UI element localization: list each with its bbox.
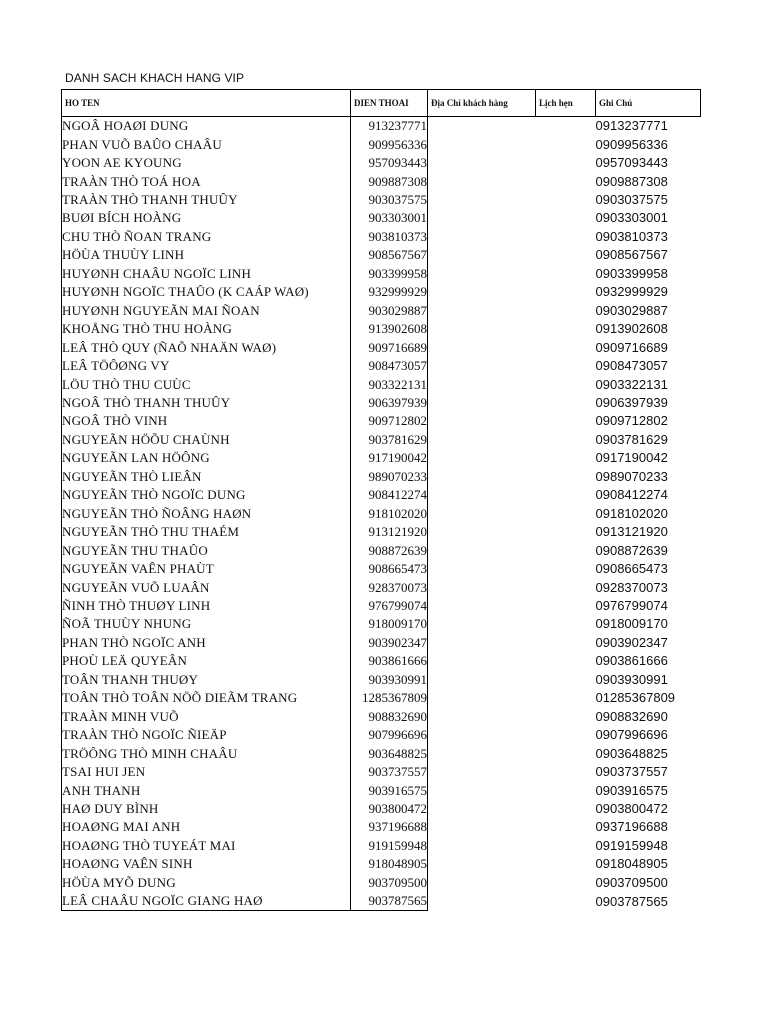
phone-cell[interactable]: 909712802 xyxy=(351,412,428,430)
address-cell[interactable] xyxy=(428,117,536,136)
table-row xyxy=(62,117,701,136)
table-row xyxy=(62,431,701,449)
address-cell[interactable] xyxy=(428,855,536,873)
address-cell[interactable] xyxy=(428,837,536,855)
table-row xyxy=(62,892,701,911)
schedule-cell[interactable] xyxy=(536,578,596,596)
note-cell[interactable]: 0903800472 xyxy=(595,800,668,816)
table-row xyxy=(62,320,701,338)
address-cell[interactable] xyxy=(428,689,536,707)
phone-cell[interactable]: 917190042 xyxy=(351,449,428,467)
table-header-row xyxy=(62,90,701,117)
note-cell[interactable]: 0976799074 xyxy=(595,598,668,613)
phone-cell[interactable]: 908832690 xyxy=(351,708,428,726)
address-cell[interactable] xyxy=(428,486,536,504)
address-cell[interactable] xyxy=(428,560,536,578)
address-cell[interactable] xyxy=(428,449,536,467)
note-cell[interactable]: 0908412274 xyxy=(595,487,668,503)
phone-cell[interactable]: 908665473 xyxy=(351,560,428,578)
phone-cell[interactable]: 903648825 xyxy=(351,744,428,762)
table-row xyxy=(62,283,701,301)
name-cell[interactable]: HUYØNH NGOÏC THAÛO (K CAÁP WAØ) xyxy=(62,283,351,301)
address-cell[interactable] xyxy=(428,578,536,596)
table-row xyxy=(62,449,701,467)
note-cell[interactable]: 0908872639 xyxy=(595,542,668,558)
table-row xyxy=(62,265,701,283)
phone-cell[interactable]: 903737557 xyxy=(351,763,428,781)
table-row xyxy=(62,135,701,153)
address-cell[interactable] xyxy=(428,302,536,320)
note-cell[interactable]: 0903861666 xyxy=(595,653,668,669)
header-note[interactable]: Ghi Chú xyxy=(596,90,701,117)
table-row xyxy=(62,191,701,209)
name-cell[interactable]: PHOÙ LEÄ QUYEÂN xyxy=(62,652,351,670)
note-cell[interactable]: 0917190042 xyxy=(595,450,668,466)
address-cell[interactable] xyxy=(428,154,536,172)
schedule-cell[interactable] xyxy=(536,505,596,523)
address-cell[interactable] xyxy=(428,781,536,799)
schedule-cell[interactable] xyxy=(536,468,596,486)
phone-cell[interactable]: 908473057 xyxy=(351,357,428,375)
note-cell[interactable]: 0903709500 xyxy=(595,874,668,890)
schedule-cell[interactable] xyxy=(536,486,596,504)
schedule-cell[interactable] xyxy=(536,689,596,707)
phone-cell[interactable]: 903930991 xyxy=(351,671,428,689)
schedule-cell[interactable] xyxy=(536,800,596,818)
table-row xyxy=(62,302,701,320)
name-cell[interactable]: HOAØNG VAÊN SINH xyxy=(62,855,351,873)
address-cell[interactable] xyxy=(428,228,536,246)
phone-cell[interactable]: 913902608 xyxy=(351,320,428,338)
note-cell[interactable]: 0903781629 xyxy=(595,431,668,447)
table-row xyxy=(62,486,701,504)
address-cell[interactable] xyxy=(428,431,536,449)
address-cell[interactable] xyxy=(428,597,536,615)
phone-cell[interactable]: 903029887 xyxy=(351,302,428,320)
table-row xyxy=(62,578,701,596)
phone-cell[interactable]: 918048905 xyxy=(351,855,428,873)
name-cell[interactable]: ÑINH THÒ THUØY LINH xyxy=(62,597,351,615)
table-row xyxy=(62,228,701,246)
name-cell[interactable]: NGOÂ THÒ VINH xyxy=(62,412,351,430)
note-cell[interactable]: 0907996696 xyxy=(595,727,668,743)
address-cell[interactable] xyxy=(428,615,536,633)
schedule-cell[interactable] xyxy=(536,357,596,375)
address-cell[interactable] xyxy=(428,357,536,375)
schedule-cell[interactable] xyxy=(536,874,596,892)
address-cell[interactable] xyxy=(428,468,536,486)
name-cell[interactable]: NGUYEÃN THÒ THU THAÉM xyxy=(62,523,351,541)
address-cell[interactable] xyxy=(428,172,536,190)
note-cell[interactable]: 0908567567 xyxy=(595,247,668,263)
phone-cell[interactable]: 908412274 xyxy=(351,486,428,504)
name-cell[interactable]: NGOÂ THÒ THANH THUÛY xyxy=(62,394,351,412)
address-cell[interactable] xyxy=(428,874,536,892)
phone-cell[interactable]: 903787565 xyxy=(351,892,428,911)
header-name[interactable]: HO TEN xyxy=(62,90,351,117)
name-cell[interactable]: BUØI BÍCH HOÀNG xyxy=(62,209,351,227)
table-row xyxy=(62,505,701,523)
schedule-cell[interactable] xyxy=(536,320,596,338)
header-schedule[interactable]: Lịch hẹn xyxy=(536,90,596,117)
phone-cell[interactable]: 903861666 xyxy=(351,652,428,670)
address-cell[interactable] xyxy=(428,505,536,523)
phone-cell[interactable]: 928370073 xyxy=(351,578,428,596)
address-cell[interactable] xyxy=(428,523,536,541)
address-cell[interactable] xyxy=(428,818,536,836)
table-row xyxy=(62,468,701,486)
table-row xyxy=(62,855,701,873)
schedule-cell[interactable] xyxy=(536,726,596,744)
name-cell[interactable]: TOÂN THÒ TOÂN NÖÕ DIEÃM TRANG xyxy=(62,689,351,707)
table-row xyxy=(62,744,701,762)
phone-cell[interactable]: 903037575 xyxy=(351,191,428,209)
address-cell[interactable] xyxy=(428,246,536,264)
schedule-cell[interactable] xyxy=(536,209,596,227)
address-cell[interactable] xyxy=(428,634,536,652)
table-row xyxy=(62,615,701,633)
table-row xyxy=(62,874,701,892)
name-cell[interactable]: NGUYEÃN THÒ ÑOÂNG HAØN xyxy=(62,505,351,523)
schedule-cell[interactable] xyxy=(536,708,596,726)
schedule-cell[interactable] xyxy=(536,265,596,283)
phone-cell[interactable]: 913237771 xyxy=(351,117,428,136)
name-cell[interactable]: LÖU THÒ THU CUÙC xyxy=(62,375,351,393)
schedule-cell[interactable] xyxy=(536,634,596,652)
schedule-cell[interactable] xyxy=(536,763,596,781)
table-row xyxy=(62,763,701,781)
schedule-cell[interactable] xyxy=(536,744,596,762)
name-cell[interactable]: NGUYEÃN LAN HÖÔNG xyxy=(62,449,351,467)
phone-cell[interactable]: 909716689 xyxy=(351,338,428,356)
note-cell[interactable]: 0903737557 xyxy=(595,764,668,780)
note-cell[interactable]: 0903930991 xyxy=(595,671,668,687)
address-cell[interactable] xyxy=(428,892,536,911)
table-row xyxy=(62,800,701,818)
note-cell[interactable]: 0918102020 xyxy=(595,505,668,521)
note-cell[interactable]: 0909956336 xyxy=(595,136,668,152)
schedule-cell[interactable] xyxy=(536,597,596,615)
address-cell[interactable] xyxy=(428,708,536,726)
address-cell[interactable] xyxy=(428,135,536,153)
note-cell[interactable]: 0903648825 xyxy=(595,745,668,761)
name-cell[interactable]: NGUYEÃN THÒ LIEÂN xyxy=(62,468,351,486)
phone-cell[interactable]: 1285367809 xyxy=(351,689,428,707)
name-cell[interactable]: NGUYEÃN HÖÕU CHAÙNH xyxy=(62,431,351,449)
note-cell[interactable]: 0909716689 xyxy=(595,339,668,355)
name-cell[interactable]: LEÂ CHAÂU NGOÏC GIANG HAØ xyxy=(62,892,351,911)
name-cell[interactable]: YOON AE KYOUNG xyxy=(62,154,351,172)
phone-cell[interactable]: 903916575 xyxy=(351,781,428,799)
table-row xyxy=(62,708,701,726)
name-cell[interactable]: TRÖÔNG THÒ MINH CHAÂU xyxy=(62,744,351,762)
schedule-cell[interactable] xyxy=(536,615,596,633)
note-cell[interactable]: 0903322131 xyxy=(595,376,668,392)
phone-cell[interactable]: 907996696 xyxy=(351,726,428,744)
phone-cell[interactable]: 932999929 xyxy=(351,283,428,301)
schedule-cell[interactable] xyxy=(536,154,596,172)
table-row xyxy=(62,652,701,670)
note-cell[interactable]: 0908473057 xyxy=(595,358,668,374)
schedule-cell[interactable] xyxy=(536,671,596,689)
note-cell[interactable]: 0919159948 xyxy=(595,837,668,853)
table-row xyxy=(62,726,701,744)
note-cell[interactable]: 0903303001 xyxy=(595,210,668,226)
note-cell[interactable]: 0918048905 xyxy=(595,856,668,872)
phone-cell[interactable]: 903902347 xyxy=(351,634,428,652)
schedule-cell[interactable] xyxy=(536,560,596,578)
name-cell[interactable]: TRAÀN THÒ NGOÏC ÑIEÄP xyxy=(62,726,351,744)
name-cell[interactable]: TRAÀN THÒ TOÁ HOA xyxy=(62,172,351,190)
table-row xyxy=(62,541,701,559)
name-cell[interactable]: NGUYEÃN VUÕ LUAÂN xyxy=(62,578,351,596)
schedule-cell[interactable] xyxy=(536,412,596,430)
name-cell[interactable]: NGUYEÃN THU THAÛO xyxy=(62,541,351,559)
address-cell[interactable] xyxy=(428,209,536,227)
address-cell[interactable] xyxy=(428,394,536,412)
vip-customer-table xyxy=(61,89,701,911)
schedule-cell[interactable] xyxy=(536,431,596,449)
name-cell[interactable]: HOAØNG MAI ANH xyxy=(62,818,351,836)
name-cell[interactable]: LEÂ TÖÔØNG VY xyxy=(62,357,351,375)
schedule-cell[interactable] xyxy=(536,818,596,836)
name-cell[interactable]: CHU THÒ ÑOAN TRANG xyxy=(62,228,351,246)
name-cell[interactable]: KHOÅNG THÒ THU HOÀNG xyxy=(62,320,351,338)
phone-cell[interactable]: 909887308 xyxy=(351,172,428,190)
schedule-cell[interactable] xyxy=(536,172,596,190)
phone-cell[interactable]: 903781629 xyxy=(351,431,428,449)
note-cell[interactable]: 0903399958 xyxy=(595,265,668,281)
name-cell[interactable]: LEÂ THÒ QUY (ÑAÕ NHAÄN WAØ) xyxy=(62,338,351,356)
table-row xyxy=(62,338,701,356)
schedule-cell[interactable] xyxy=(536,652,596,670)
note-cell[interactable]: 0903916575 xyxy=(595,782,668,798)
note-cell[interactable]: 0908832690 xyxy=(595,708,668,724)
address-cell[interactable] xyxy=(428,744,536,762)
schedule-cell[interactable] xyxy=(536,135,596,153)
phone-cell[interactable]: 906397939 xyxy=(351,394,428,412)
document-title: DANH SACH KHACH HANG VIP xyxy=(65,71,245,85)
schedule-cell[interactable] xyxy=(536,283,596,301)
name-cell[interactable]: HOAØNG THÒ TUYEÁT MAI xyxy=(62,837,351,855)
phone-cell[interactable]: 909956336 xyxy=(351,135,428,153)
note-cell[interactable]: 01285367809 xyxy=(595,690,676,706)
table-row xyxy=(62,172,701,190)
table-row xyxy=(62,209,701,227)
note-cell[interactable]: 0937196688 xyxy=(595,819,668,835)
phone-cell[interactable]: 937196688 xyxy=(351,818,428,836)
table-row xyxy=(62,357,701,375)
name-cell[interactable]: NGUYEÃN VAÊN PHAÙT xyxy=(62,560,351,578)
schedule-cell[interactable] xyxy=(536,892,596,911)
phone-cell[interactable]: 918102020 xyxy=(351,505,428,523)
schedule-cell[interactable] xyxy=(536,117,596,136)
address-cell[interactable] xyxy=(428,652,536,670)
phone-cell[interactable]: 989070233 xyxy=(351,468,428,486)
note-cell[interactable]: 0913902608 xyxy=(595,321,668,337)
phone-cell[interactable]: 919159948 xyxy=(351,837,428,855)
table-row xyxy=(62,818,701,836)
table-body xyxy=(62,117,701,911)
table-row xyxy=(62,154,701,172)
note-cell[interactable]: 0928370073 xyxy=(595,579,668,595)
schedule-cell[interactable] xyxy=(536,246,596,264)
table-row xyxy=(62,394,701,412)
name-cell[interactable]: TRAÀN THÒ THANH THUÛY xyxy=(62,191,351,209)
schedule-cell[interactable] xyxy=(536,302,596,320)
note-cell[interactable]: 0903810373 xyxy=(595,228,668,244)
note-cell[interactable]: 0908665473 xyxy=(595,561,668,577)
address-cell[interactable] xyxy=(428,541,536,559)
schedule-cell[interactable] xyxy=(536,541,596,559)
name-cell[interactable]: HAØ DUY BÌNH xyxy=(62,800,351,818)
name-cell[interactable]: TRAÀN MINH VUÕ xyxy=(62,708,351,726)
schedule-cell[interactable] xyxy=(536,191,596,209)
note-cell[interactable]: 0918009170 xyxy=(595,616,668,632)
table-row xyxy=(62,781,701,799)
note-cell[interactable]: 0913237771 xyxy=(595,118,668,134)
header-address[interactable]: Địa Chỉ khách hàng xyxy=(428,90,536,117)
address-cell[interactable] xyxy=(428,726,536,744)
name-cell[interactable]: TSAI HUI JEN xyxy=(62,763,351,781)
name-cell[interactable]: ANH THANH xyxy=(62,781,351,799)
phone-cell[interactable]: 908872639 xyxy=(351,541,428,559)
name-cell[interactable]: ÑOÃ THUÙY NHUNG xyxy=(62,615,351,633)
phone-cell[interactable]: 903322131 xyxy=(351,375,428,393)
address-cell[interactable] xyxy=(428,800,536,818)
address-cell[interactable] xyxy=(428,320,536,338)
note-cell[interactable]: 0913121920 xyxy=(595,524,668,540)
name-cell[interactable]: HUYØNH NGUYEÃN MAI ÑOAN xyxy=(62,302,351,320)
name-cell[interactable]: NGOÂ HOAØI DUNG xyxy=(62,117,351,136)
schedule-cell[interactable] xyxy=(536,375,596,393)
note-cell[interactable]: 0903787565 xyxy=(595,893,668,909)
phone-cell[interactable]: 908567567 xyxy=(351,246,428,264)
note-cell[interactable]: 0903902347 xyxy=(595,634,668,650)
address-cell[interactable] xyxy=(428,191,536,209)
schedule-cell[interactable] xyxy=(536,837,596,855)
table-row xyxy=(62,689,701,707)
schedule-cell[interactable] xyxy=(536,523,596,541)
address-cell[interactable] xyxy=(428,375,536,393)
table-row xyxy=(62,412,701,430)
note-cell[interactable]: 0909712802 xyxy=(595,413,668,429)
note-cell[interactable]: 0906397939 xyxy=(595,395,668,411)
table-row xyxy=(62,375,701,393)
address-cell[interactable] xyxy=(428,412,536,430)
address-cell[interactable] xyxy=(428,283,536,301)
schedule-cell[interactable] xyxy=(536,781,596,799)
address-cell[interactable] xyxy=(428,671,536,689)
note-cell[interactable]: 0903029887 xyxy=(595,302,668,318)
schedule-cell[interactable] xyxy=(536,228,596,246)
table-row xyxy=(62,246,701,264)
table-row xyxy=(62,671,701,689)
phone-cell[interactable]: 957093443 xyxy=(351,154,428,172)
note-cell[interactable]: 0903037575 xyxy=(595,192,668,208)
schedule-cell[interactable] xyxy=(536,855,596,873)
name-cell[interactable]: HUYØNH CHAÂU NGOÏC LINH xyxy=(62,265,351,283)
phone-cell[interactable]: 903709500 xyxy=(351,874,428,892)
name-cell[interactable]: HÖÙA MYÕ DUNG xyxy=(62,874,351,892)
phone-cell[interactable]: 903303001 xyxy=(351,209,428,227)
address-cell[interactable] xyxy=(428,265,536,283)
phone-cell[interactable]: 918009170 xyxy=(351,615,428,633)
note-cell[interactable]: 0957093443 xyxy=(595,155,668,171)
note-cell[interactable]: 0909887308 xyxy=(595,173,668,189)
address-cell[interactable] xyxy=(428,338,536,356)
phone-cell[interactable]: 903800472 xyxy=(351,800,428,818)
table-row xyxy=(62,837,701,855)
phone-cell[interactable]: 903399958 xyxy=(351,265,428,283)
note-cell[interactable]: 0932999929 xyxy=(595,284,668,300)
table-row xyxy=(62,560,701,578)
table-row xyxy=(62,523,701,541)
table-row xyxy=(62,597,701,615)
address-cell[interactable] xyxy=(428,763,536,781)
phone-cell[interactable]: 976799074 xyxy=(351,597,428,615)
note-cell[interactable]: 0989070233 xyxy=(595,468,668,484)
name-cell[interactable]: PHAN THÒ NGOÏC ANH xyxy=(62,634,351,652)
name-cell[interactable]: TOÂN THANH THUØY xyxy=(62,671,351,689)
phone-cell[interactable]: 913121920 xyxy=(351,523,428,541)
schedule-cell[interactable] xyxy=(536,449,596,467)
phone-cell[interactable]: 903810373 xyxy=(351,228,428,246)
header-phone[interactable]: DIEN THOAI xyxy=(351,90,428,117)
name-cell[interactable]: PHAN VUÕ BAÛO CHAÂU xyxy=(62,135,351,153)
name-cell[interactable]: NGUYEÃN THÒ NGOÏC DUNG xyxy=(62,486,351,504)
name-cell[interactable]: HÖÙA THUÙY LINH xyxy=(62,246,351,264)
table-row xyxy=(62,634,701,652)
schedule-cell[interactable] xyxy=(536,394,596,412)
schedule-cell[interactable] xyxy=(536,338,596,356)
